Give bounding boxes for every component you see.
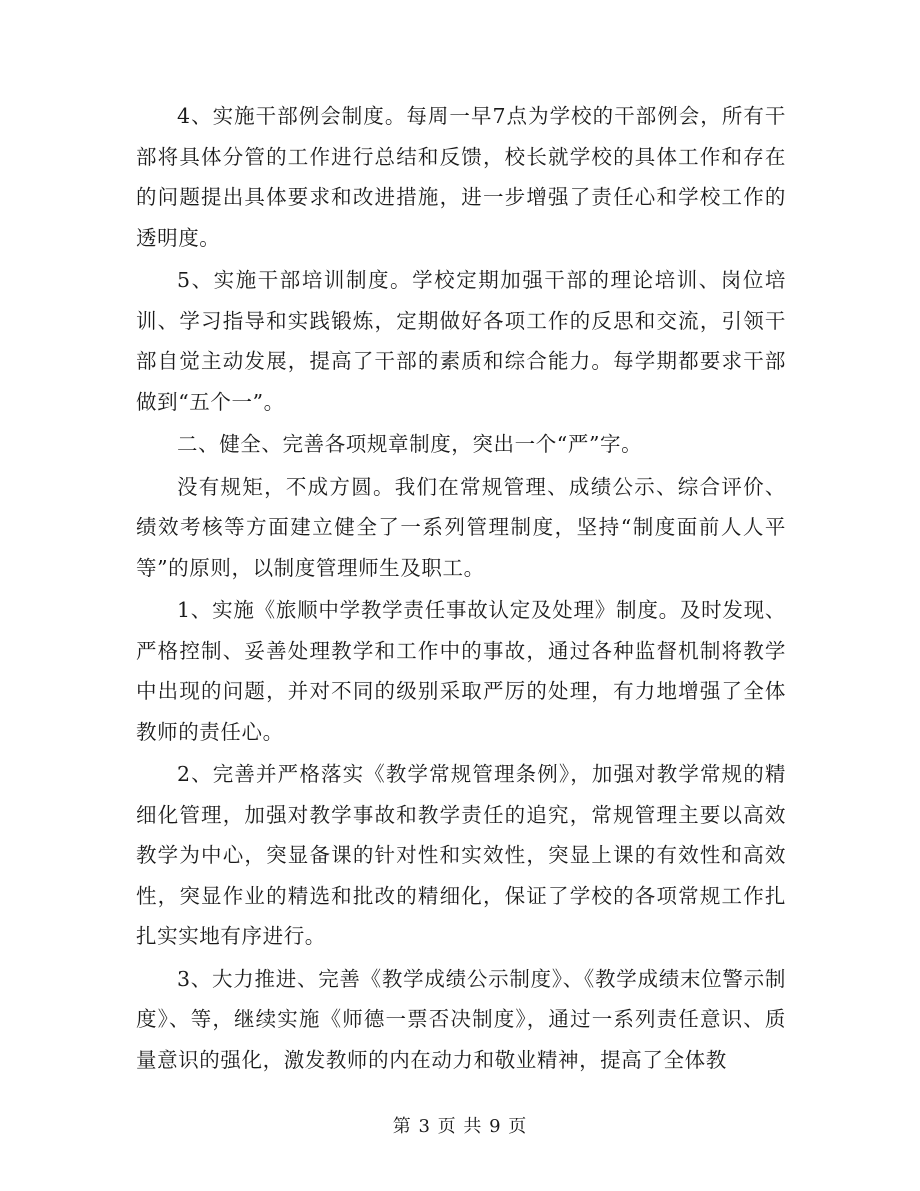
paragraph-cadre-meeting: 4、实施干部例会制度。每周一早7点为学校的干部例会，所有干部将具体分管的工作进行总结和反馈，校长就学校的具体工作和存在的问题提出具体要求和改进措施，进一步增强了责任心和学校工作的透明度。 — [136, 104, 786, 250]
paragraph-teaching-routine: 2、完善并严格落实《教学常规管理条例》，加强对教学常规的精细化管理，加强对教学事故和教学责任的追究，常规管理主要以高效教学为中心，突显备课的针对性和实效性，突显上课的有效性和高效性，突显作业的精选和批改的精细化，保证了学校的各项常规工作扎扎实实地有序进行。 — [136, 762, 786, 948]
paragraph-regulations-intro: 没有规矩，不成方圆。我们在常规管理、成绩公示、综合评价、绩效考核等方面建立健全了一系列管理制度，坚持“制度面前人人平等”的原则，以制度管理师生及职工。 — [136, 474, 786, 580]
paragraph-cadre-training: 5、实施干部培训制度。学校定期加强干部的理论培训、岗位培训、学习指导和实践锻炼，定期做好各项工作的反思和交流，引领干部自觉主动发展，提高了干部的素质和综合能力。每学期都要求干部做到“五个一”。 — [136, 268, 786, 414]
paragraph-score-publicity: 3、大力推进、完善《教学成绩公示制度》、《教学成绩末位警示制度》、等，继续实施《师德一票否决制度》，通过一系列责任意识、质量意识的强化，激发教师的内在动力和敬业精神，提高了全体教 — [136, 966, 786, 1072]
page-footer: 第 3 页 共 9 页 — [392, 1116, 528, 1137]
document-body — [136, 96, 786, 1080]
paragraph-accident-rules: 1、实施《旅顺中学教学责任事故认定及处理》制度。及时发现、严格控制、妥善处理教学和工作中的事故，通过各种监督机制将教学中出现的问题，并对不同的级别采取严厉的处理，有力地增强了全体教师的责任心。 — [136, 598, 786, 744]
section-heading-regulations: 二、健全、完善各项规章制度，突出一个“严”字。 — [177, 432, 643, 456]
